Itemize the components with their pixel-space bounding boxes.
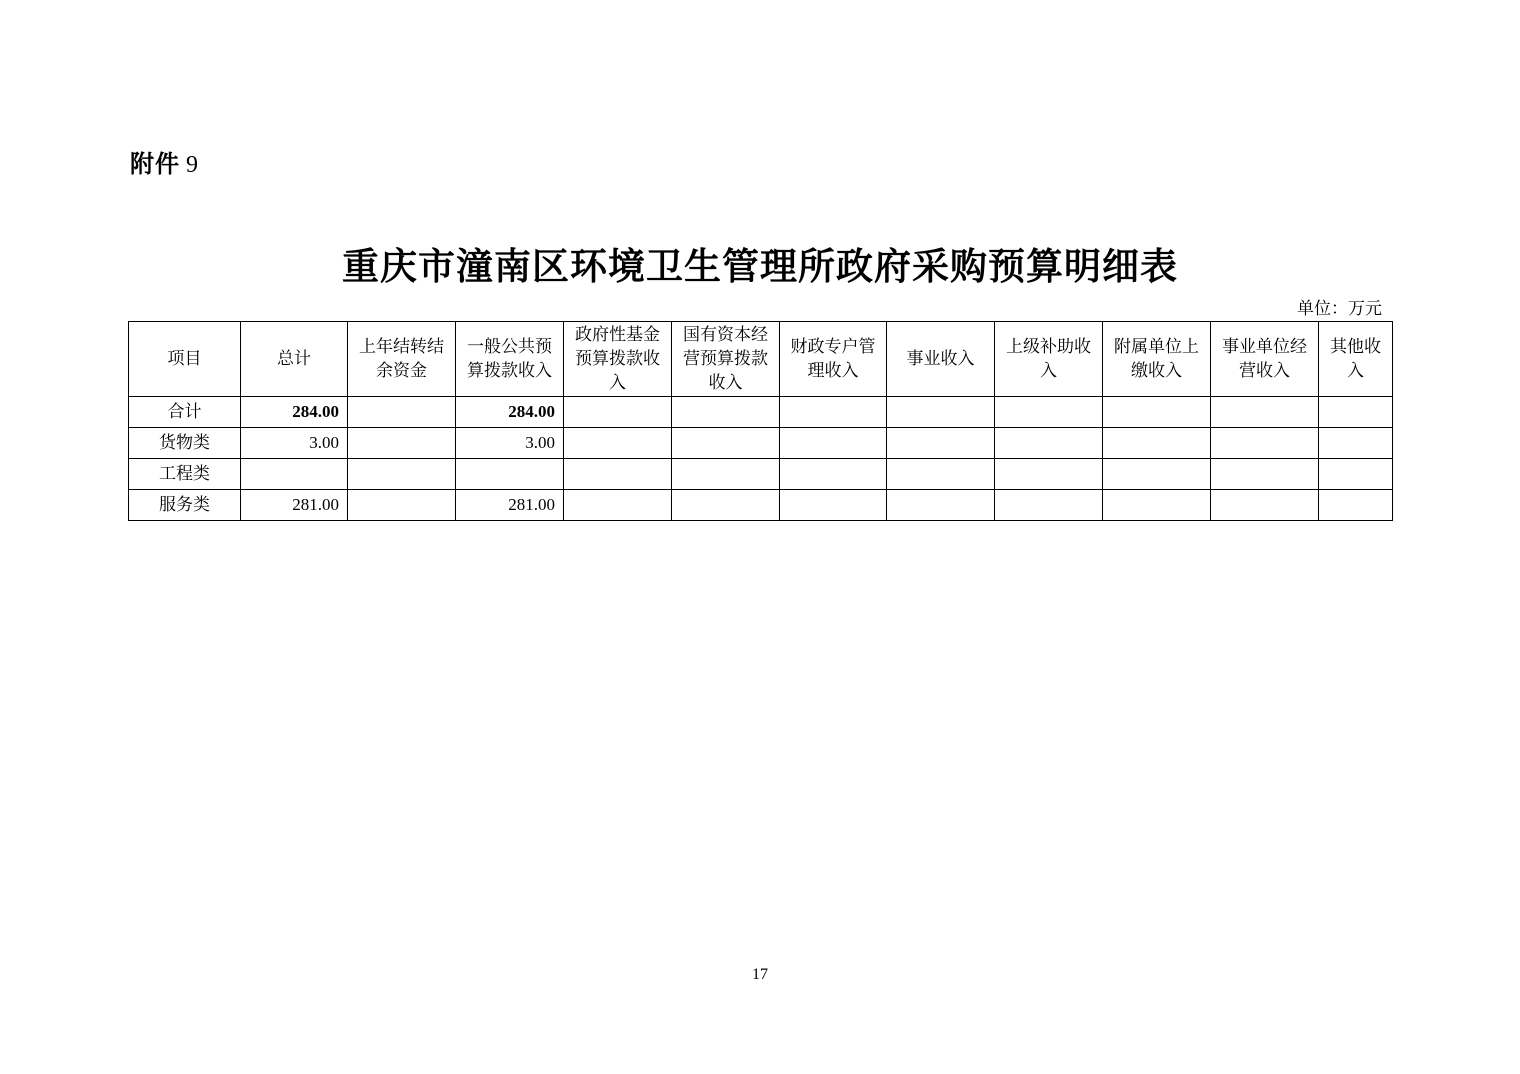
header-affiliate-payment: 附属单位上缴收入 bbox=[1103, 322, 1211, 397]
header-carryover: 上年结转结余资金 bbox=[348, 322, 456, 397]
cell-affiliate-payment bbox=[1103, 490, 1211, 521]
cell-gov-fund bbox=[564, 459, 672, 490]
cell-fiscal-account bbox=[780, 459, 887, 490]
cell-other-income bbox=[1319, 459, 1393, 490]
cell-state-capital bbox=[672, 428, 780, 459]
header-item: 项目 bbox=[129, 322, 241, 397]
cell-operating-income bbox=[1211, 490, 1319, 521]
procurement-budget-table bbox=[128, 321, 1393, 521]
cell-operating-income bbox=[1211, 459, 1319, 490]
cell-superior-subsidy bbox=[995, 490, 1103, 521]
cell-total: 281.00 bbox=[241, 490, 348, 521]
row-label: 货物类 bbox=[129, 428, 241, 459]
header-general-budget: 一般公共预算拨款收入 bbox=[456, 322, 564, 397]
cell-operating-income bbox=[1211, 428, 1319, 459]
cell-general-budget: 284.00 bbox=[456, 397, 564, 428]
attachment-label bbox=[130, 144, 199, 179]
cell-other-income bbox=[1319, 490, 1393, 521]
cell-carryover bbox=[348, 490, 456, 521]
page-number: 17 bbox=[752, 966, 768, 983]
cell-carryover bbox=[348, 459, 456, 490]
cell-carryover bbox=[348, 428, 456, 459]
header-total: 总计 bbox=[241, 322, 348, 397]
cell-state-capital bbox=[672, 490, 780, 521]
header-state-capital: 国有资本经营预算拨款收入 bbox=[672, 322, 780, 397]
cell-total bbox=[241, 459, 348, 490]
header-other-income: 其他收入 bbox=[1319, 322, 1393, 397]
page-title: 重庆市潼南区环境卫生管理所政府采购预算明细表 bbox=[342, 244, 1178, 288]
cell-business-income bbox=[887, 490, 995, 521]
cell-affiliate-payment bbox=[1103, 397, 1211, 428]
cell-gov-fund bbox=[564, 397, 672, 428]
cell-affiliate-payment bbox=[1103, 459, 1211, 490]
cell-general-budget: 3.00 bbox=[456, 428, 564, 459]
table-header-row bbox=[129, 322, 1393, 397]
table-row-goods bbox=[129, 428, 1393, 459]
cell-general-budget bbox=[456, 459, 564, 490]
cell-total: 3.00 bbox=[241, 428, 348, 459]
cell-fiscal-account bbox=[780, 490, 887, 521]
header-business-income: 事业收入 bbox=[887, 322, 995, 397]
cell-superior-subsidy bbox=[995, 428, 1103, 459]
header-superior-subsidy: 上级补助收入 bbox=[995, 322, 1103, 397]
cell-fiscal-account bbox=[780, 397, 887, 428]
cell-fiscal-account bbox=[780, 428, 887, 459]
row-label: 工程类 bbox=[129, 459, 241, 490]
attachment-number: 9 bbox=[186, 152, 199, 178]
cell-affiliate-payment bbox=[1103, 428, 1211, 459]
cell-operating-income bbox=[1211, 397, 1319, 428]
cell-total: 284.00 bbox=[241, 397, 348, 428]
cell-other-income bbox=[1319, 428, 1393, 459]
attachment-text: 附件 bbox=[130, 150, 180, 178]
table-row-engineering bbox=[129, 459, 1393, 490]
cell-superior-subsidy bbox=[995, 459, 1103, 490]
cell-business-income bbox=[887, 397, 995, 428]
header-fiscal-account: 财政专户管理收入 bbox=[780, 322, 887, 397]
row-label: 合计 bbox=[129, 397, 241, 428]
cell-state-capital bbox=[672, 459, 780, 490]
cell-general-budget: 281.00 bbox=[456, 490, 564, 521]
row-label: 服务类 bbox=[129, 490, 241, 521]
cell-superior-subsidy bbox=[995, 397, 1103, 428]
cell-business-income bbox=[887, 459, 995, 490]
cell-other-income bbox=[1319, 397, 1393, 428]
cell-gov-fund bbox=[564, 428, 672, 459]
table-row-services bbox=[129, 490, 1393, 521]
table-row-total bbox=[129, 397, 1393, 428]
cell-business-income bbox=[887, 428, 995, 459]
header-operating-income: 事业单位经营收入 bbox=[1211, 322, 1319, 397]
cell-state-capital bbox=[672, 397, 780, 428]
header-gov-fund: 政府性基金预算拨款收入 bbox=[564, 322, 672, 397]
cell-carryover bbox=[348, 397, 456, 428]
unit-label: 单位：万元 bbox=[1297, 299, 1382, 319]
cell-gov-fund bbox=[564, 490, 672, 521]
